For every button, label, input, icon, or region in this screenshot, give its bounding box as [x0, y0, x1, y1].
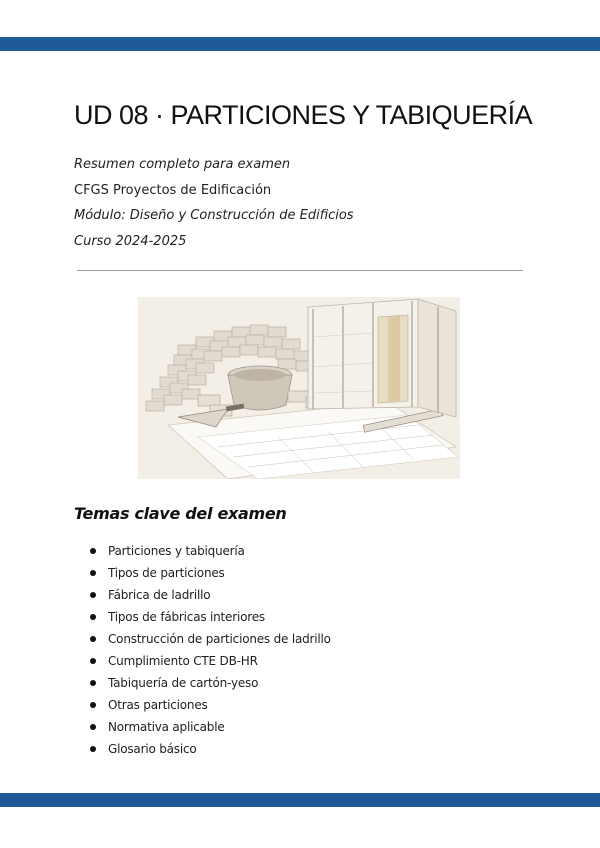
bullet-icon — [90, 548, 96, 554]
list-item-label: Tabiquería de cartón-yeso — [108, 676, 259, 690]
meta-course-line: Curso 2024-2025 — [74, 233, 187, 249]
meta-module-line: Módulo: Diseño y Construcción de Edificios — [74, 208, 354, 223]
bullet-icon — [90, 702, 96, 708]
document-title: UD 08 · PARTICIONES Y TABIQUERÍA — [74, 100, 533, 130]
list-item-label: Otras particiones — [108, 698, 208, 712]
bullet-icon — [90, 746, 96, 752]
list-item-label: Tipos de fábricas interiores — [108, 610, 265, 624]
list-item — [90, 672, 331, 694]
bottom-color-band — [0, 793, 600, 807]
list-item — [90, 584, 331, 606]
document-meta — [74, 152, 354, 254]
meta-program-line: CFGS Proyectos de Edificación — [74, 182, 272, 198]
list-item-label: Tipos de particiones — [108, 566, 225, 580]
list-item-label: Construcción de particiones de ladrillo — [108, 632, 331, 646]
plasterboard-partition-illustration — [308, 299, 456, 417]
bullet-icon — [90, 636, 96, 642]
bullet-icon — [90, 658, 96, 664]
bullet-icon — [90, 724, 96, 730]
mortar-bucket-illustration — [228, 366, 292, 410]
section-title: Temas clave del examen — [74, 504, 287, 523]
list-item — [90, 628, 331, 650]
bullet-icon — [90, 680, 96, 686]
meta-summary-line: Resumen completo para examen — [74, 157, 291, 172]
horizontal-divider — [77, 270, 523, 271]
list-item-label: Particiones y tabiquería — [108, 544, 245, 558]
list-item — [90, 738, 331, 760]
list-item — [90, 540, 331, 562]
list-item — [90, 606, 331, 628]
top-color-band — [0, 37, 600, 51]
list-item-label: Fábrica de ladrillo — [108, 588, 211, 602]
bullet-icon — [90, 614, 96, 620]
bullet-icon — [90, 570, 96, 576]
bullet-icon — [90, 592, 96, 598]
topics-list — [90, 540, 331, 760]
list-item-label: Normativa aplicable — [108, 720, 225, 734]
list-item — [90, 716, 331, 738]
list-item — [90, 562, 331, 584]
list-item-label: Cumplimiento CTE DB-HR — [108, 654, 258, 668]
construction-illustration — [138, 297, 460, 479]
list-item-label: Glosario básico — [108, 742, 197, 756]
list-item — [90, 694, 331, 716]
list-item — [90, 650, 331, 672]
